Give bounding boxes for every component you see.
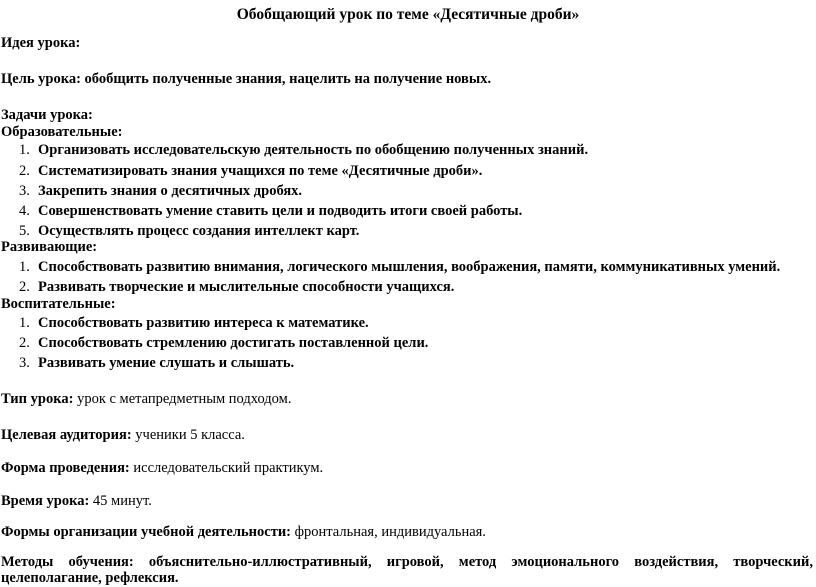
list-text: Систематизировать знания учащихся по теме «Десятичные дроби». xyxy=(38,163,483,179)
field-lesson-time xyxy=(1,492,152,510)
list-number: 1. xyxy=(19,259,30,275)
list-number: 1. xyxy=(19,142,30,158)
lesson-goal: Цель урока: обобщить полученные знания, нацелить на получение новых. xyxy=(1,71,492,87)
list-item xyxy=(19,278,454,296)
idea-label: Идея урока: xyxy=(1,35,81,51)
document-title: Обобщающий урок по теме «Десятичные дроби» xyxy=(236,6,580,23)
field-label: Время урока: xyxy=(1,493,90,509)
list-item xyxy=(19,162,482,180)
list-item xyxy=(19,334,428,352)
field-value: фронтальная, индивидуальная. xyxy=(291,524,486,540)
section-heading-educational: Образовательные: xyxy=(1,124,123,140)
list-item xyxy=(19,258,780,276)
list-number: 4. xyxy=(19,203,30,219)
list-text: Организовать исследовательскую деятельность по обобщению полученных знаний. xyxy=(38,142,589,158)
field-form xyxy=(1,459,323,477)
list-text: Осуществлять процесс создания интеллект карт. xyxy=(38,223,360,239)
list-text: Способствовать стремлению достигать поставленной цели. xyxy=(38,335,429,351)
field-label: Форма проведения: xyxy=(1,460,130,476)
field-label: Формы организации учебной деятельности: xyxy=(1,524,292,540)
list-number: 5. xyxy=(19,223,30,239)
section-heading-developing: Развивающие: xyxy=(1,239,98,255)
field-lesson-type xyxy=(1,390,291,408)
list-number: 1. xyxy=(19,315,30,331)
teaching-methods-line2: целеполагание, рефлексия. xyxy=(1,570,179,586)
list-text: Развивать творческие и мыслительные способности учащихся. xyxy=(38,279,455,295)
list-number: 2. xyxy=(19,163,30,179)
list-number: 3. xyxy=(19,355,30,371)
field-label: Целевая аудитория: xyxy=(1,427,132,443)
list-item xyxy=(19,354,294,372)
list-text: Закрепить знания о десятичных дробях. xyxy=(38,183,303,199)
list-text: Совершенствовать умение ставить цели и подводить итоги своей работы. xyxy=(38,203,523,219)
list-number: 2. xyxy=(19,335,30,351)
field-organization-forms xyxy=(1,523,486,541)
list-item xyxy=(19,314,369,332)
field-target-audience xyxy=(1,426,245,444)
list-text: Развивать умение слушать и слышать. xyxy=(38,355,295,371)
section-heading-upbringing: Воспитательные: xyxy=(1,296,116,312)
list-text: Способствовать развитию внимания, логического мышления, воображения, памяти, коммуникативных умений. xyxy=(38,259,781,275)
list-item xyxy=(19,141,588,159)
field-value: исследовательский практикум. xyxy=(129,460,324,476)
field-value: ученики 5 класса. xyxy=(131,427,245,443)
list-item xyxy=(19,182,302,200)
list-number: 2. xyxy=(19,279,30,295)
field-label: Тип урока: xyxy=(1,391,74,407)
field-value: урок с метапредметным подходом. xyxy=(73,391,292,407)
list-number: 3. xyxy=(19,183,30,199)
field-value: 45 минут. xyxy=(89,493,152,509)
list-item xyxy=(19,202,522,220)
tasks-label: Задачи урока: xyxy=(1,107,93,123)
teaching-methods-line1: Методы обучения: объяснительно-иллюстративный, игровой, метод эмоционального воздействия, творческий, xyxy=(1,554,813,570)
list-text: Способствовать развитию интереса к математике. xyxy=(38,315,369,331)
